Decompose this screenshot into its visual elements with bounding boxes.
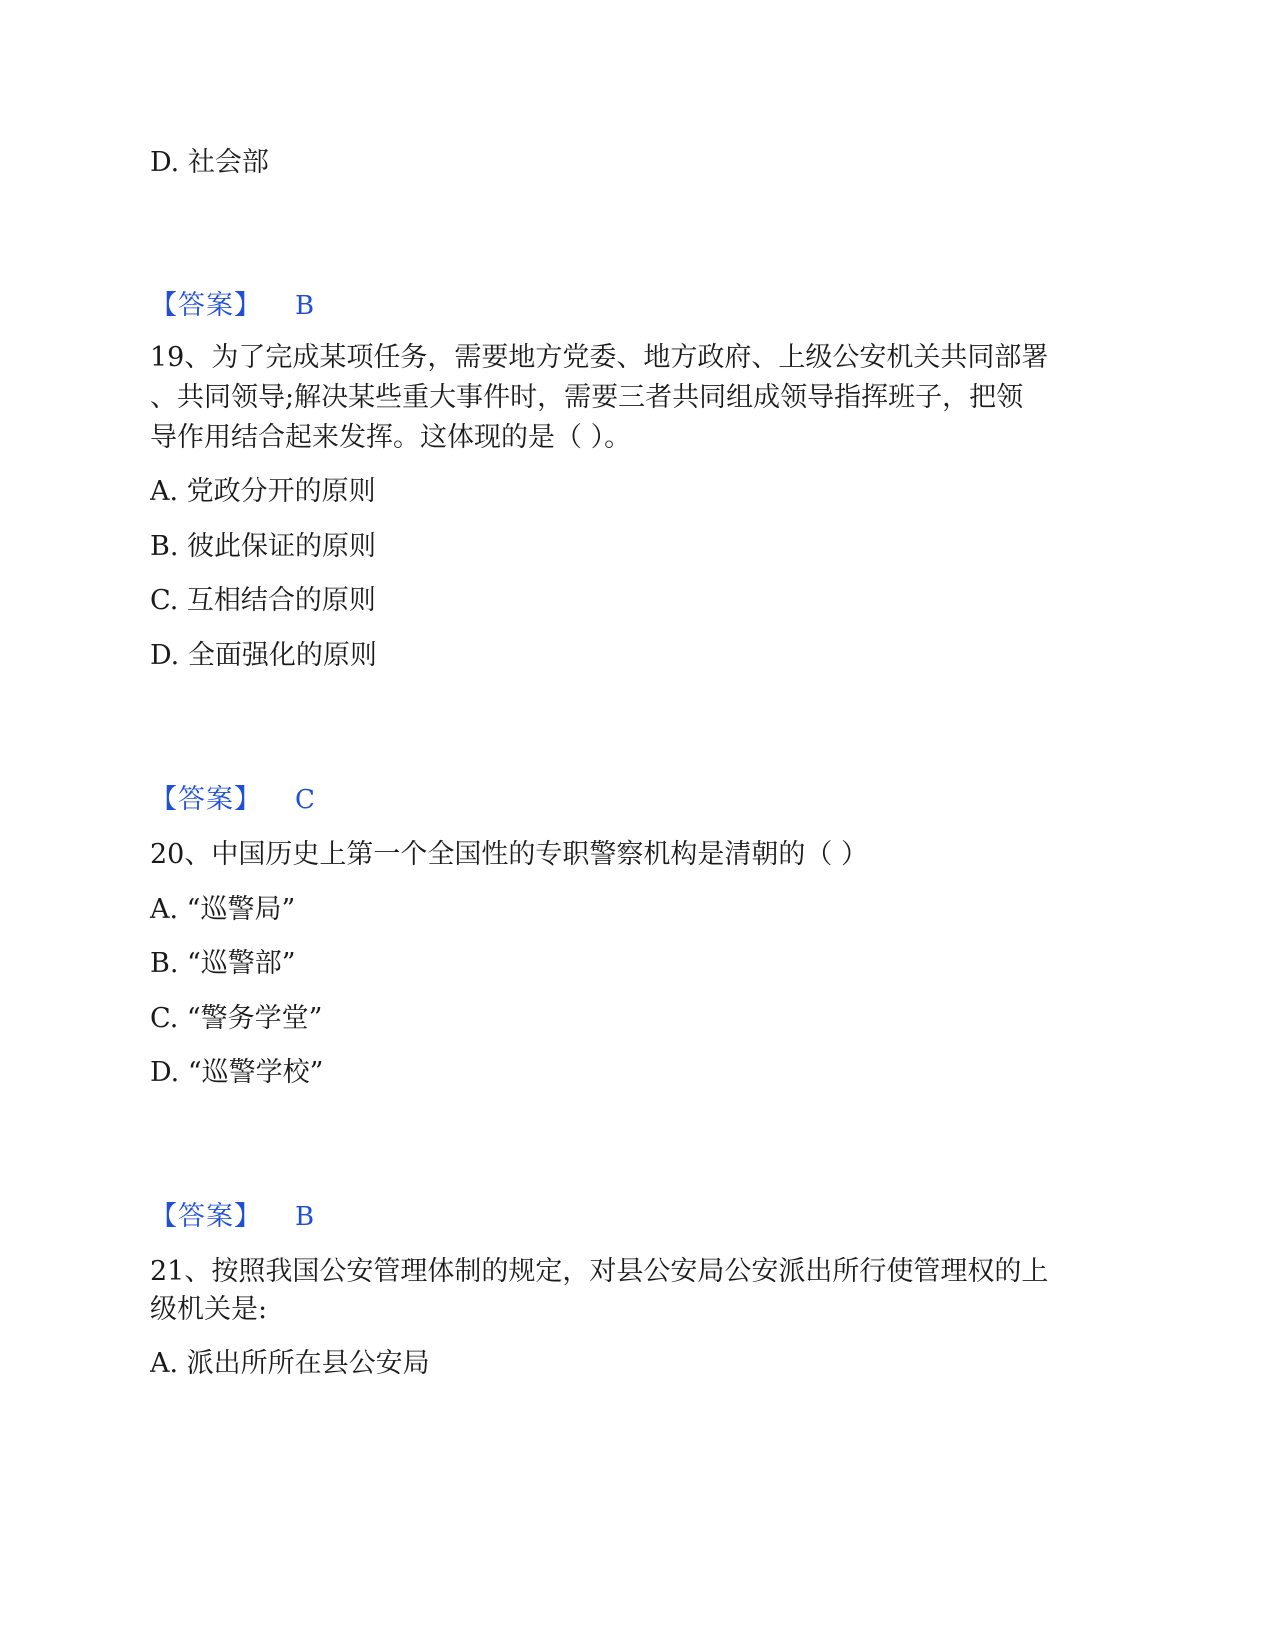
question-21-line-2: 级机关是: (150, 1294, 268, 1325)
option-d: D. “巡警学校” (150, 1057, 324, 1088)
option-d: D. 社会部 (150, 147, 269, 178)
answer-label: 【答案】 (150, 1201, 262, 1232)
option-c: C. “警务学堂” (150, 1003, 323, 1034)
option-d: D. 全面强化的原则 (150, 640, 377, 671)
option-a: A. 党政分开的原则 (150, 476, 376, 507)
answer-value: C (295, 785, 315, 815)
option-a: A. “巡警局” (150, 894, 296, 925)
option-b: B. “巡警部” (150, 948, 296, 979)
answer-value: B (295, 291, 315, 321)
option-c: C. 互相结合的原则 (150, 585, 376, 616)
answer-label: 【答案】 (150, 290, 262, 321)
answer-value: B (295, 1202, 315, 1232)
question-20-text: 20、中国历史上第一个全国性的专职警察机构是清朝的（ ） (150, 839, 868, 870)
question-19-line-1: 19、为了完成某项任务，需要地方党委、地方政府、上级公安机关共同部署 (150, 342, 1049, 373)
question-19-line-3: 导作用结合起来发挥。这体现的是（ ）。 (150, 422, 632, 453)
option-a: A. 派出所所在县公安局 (150, 1348, 430, 1379)
question-21-line-1: 21、按照我国公安管理体制的规定，对县公安局公安派出所行使管理权的上 (150, 1256, 1049, 1287)
question-19-line-2: 、共同领导;解决某些重大事件时，需要三者共同组成领导指挥班子，把领 (150, 382, 1024, 413)
option-b: B. 彼此保证的原则 (150, 531, 377, 562)
answer-label: 【答案】 (150, 784, 262, 815)
